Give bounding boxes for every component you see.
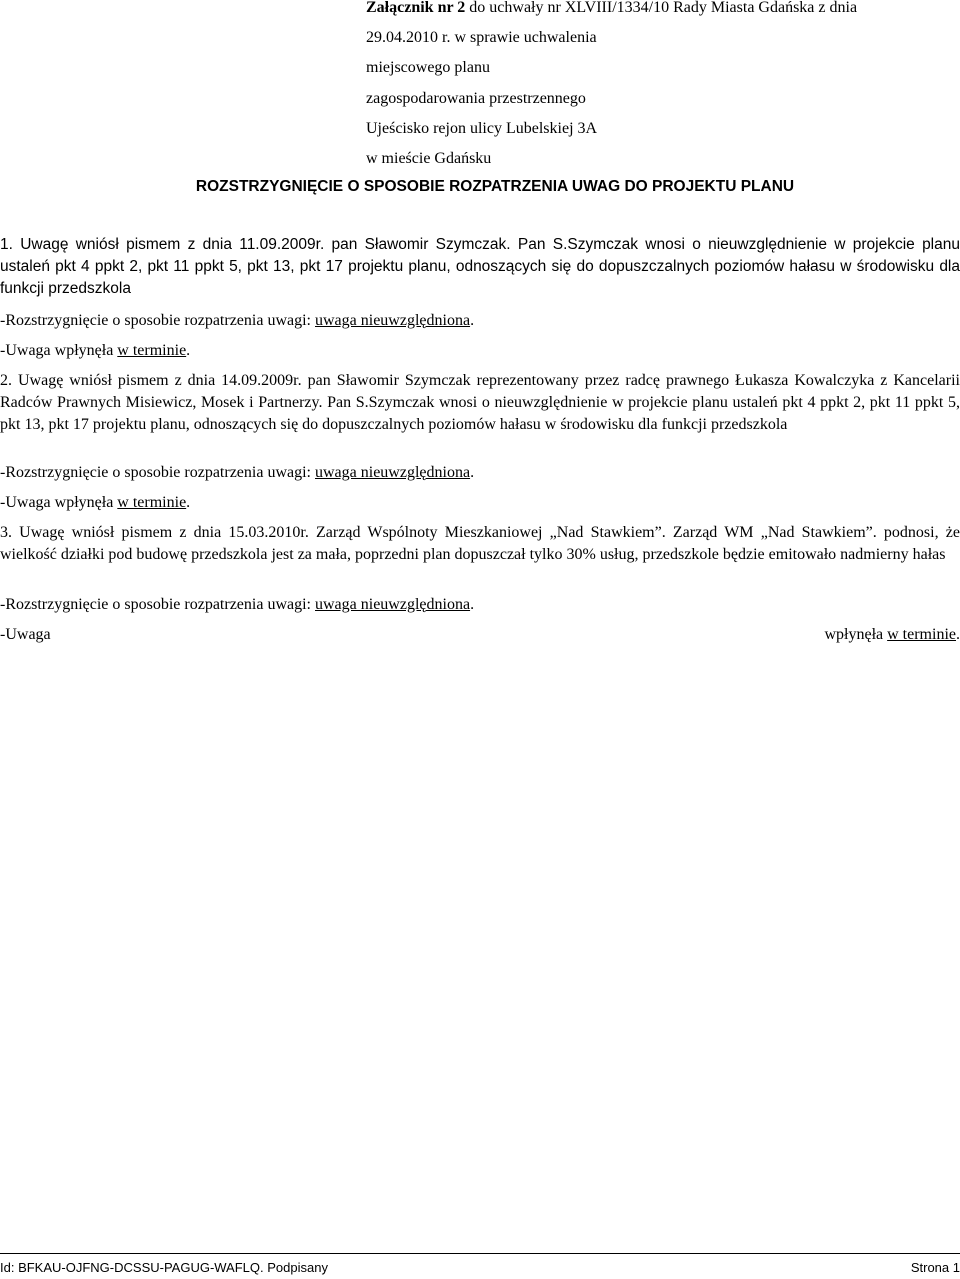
remark-1-text: 1. Uwagę wniósł pismem z dnia 11.09.2009r. pan Sławomir Szymczak. Pan S.Szymczak wnosi o nieuwzględnienie w projekcie planu ustaleń pkt 4 ppkt 2, pkt 11 ppkt 5, pkt 13, pkt 17 projektu planu, odnoszących się do dopuszczalnych poziomów hałasu w środowisku dla funkcji przedszkola xyxy=(0,236,960,297)
attachment-header-line-5: Ujeścisko rejon ulicy Lubelskiej 3A xyxy=(366,120,598,137)
attachment-header-line-3: miejscowego planu xyxy=(366,59,490,76)
remark-3-decision: -Rozstrzygnięcie o sposobie rozpatrzenia uwagi: uwaga nieuwzględniona. xyxy=(0,596,475,613)
page-number: Strona 1 xyxy=(910,1260,960,1275)
remark-2-timing: -Uwaga wpłynęła w terminie. xyxy=(0,494,191,511)
remark-3-timing-word: -Uwaga xyxy=(0,626,51,643)
remark-2-decision-value: uwaga nieuwzględniona xyxy=(315,464,471,481)
remark-3-text: 3. Uwagę wniósł pismem z dnia 15.03.2010r. Zarząd Wspólnoty Mieszkaniowej „Nad Stawkiem”. Zarząd WM „Nad Stawkiem”. podnosi, że wielkość działki pod budowę przedszkola jest za mała, poprzedni plan dopuszczał tylko 30% usług, przedszkole będzie emitowało nadmierny hałas xyxy=(0,524,960,563)
remark-1-timing: -Uwaga wpłynęła w terminie. xyxy=(0,342,191,359)
attachment-header-line-4: zagospodarowania przestrzennego xyxy=(366,90,586,107)
attachment-header-line-2: 29.04.2010 r. w sprawie uchwalenia xyxy=(366,29,597,46)
attachment-header-line-6: w mieście Gdańsku xyxy=(366,150,492,167)
attachment-label: Załącznik nr 2 xyxy=(366,0,466,16)
attachment-header-line-1: Załącznik nr 2 do uchwały nr XLVIII/1334/10 Rady Miasta Gdańska z dnia xyxy=(366,0,858,16)
remark-2-text: 2. Uwagę wniósł pismem z dnia 14.09.2009r. pan Sławomir Szymczak reprezentowany przez radcę prawnego Łukasza Kowalczyka z Kancelarii Radców Prawnych Misiewicz, Mosek i Partnerzy. Pan S.Szymczak wnosi o nieuwzględnienie w projekcie planu ustaleń pkt 4 ppkt 2, pkt 11 ppkt 5, pkt 13, pkt 17 projektu planu, odnoszących się do dopuszczalnych poziomów hałasu w środowisku dla funkcji przedszkola xyxy=(0,372,960,433)
remark-3-decision-value: uwaga nieuwzględniona xyxy=(315,596,471,613)
remark-3-timing: -Uwaga wpłynęła w terminie. xyxy=(0,624,960,646)
remark-1-decision: -Rozstrzygnięcie o sposobie rozpatrzenia uwagi: uwaga nieuwzględniona. xyxy=(0,312,475,329)
remark-1-timing-value: w terminie xyxy=(117,342,187,359)
document-title: ROZSTRZYGNIĘCIE O SPOSOBIE ROZPATRZENIA UWAG DO PROJEKTU PLANU xyxy=(195,178,795,195)
remark-2-timing-value: w terminie xyxy=(117,494,187,511)
footer-divider xyxy=(0,1253,960,1254)
document-id: Id: BFKAU-OJFNG-DCSSU-PAGUG-WAFLQ. Podpisany xyxy=(0,1260,328,1275)
remark-2-decision: -Rozstrzygnięcie o sposobie rozpatrzenia uwagi: uwaga nieuwzględniona. xyxy=(0,464,475,481)
remark-1-decision-value: uwaga nieuwzględniona xyxy=(315,312,471,329)
remark-3-timing-value: w terminie xyxy=(887,626,956,643)
page-footer xyxy=(0,1260,960,1275)
